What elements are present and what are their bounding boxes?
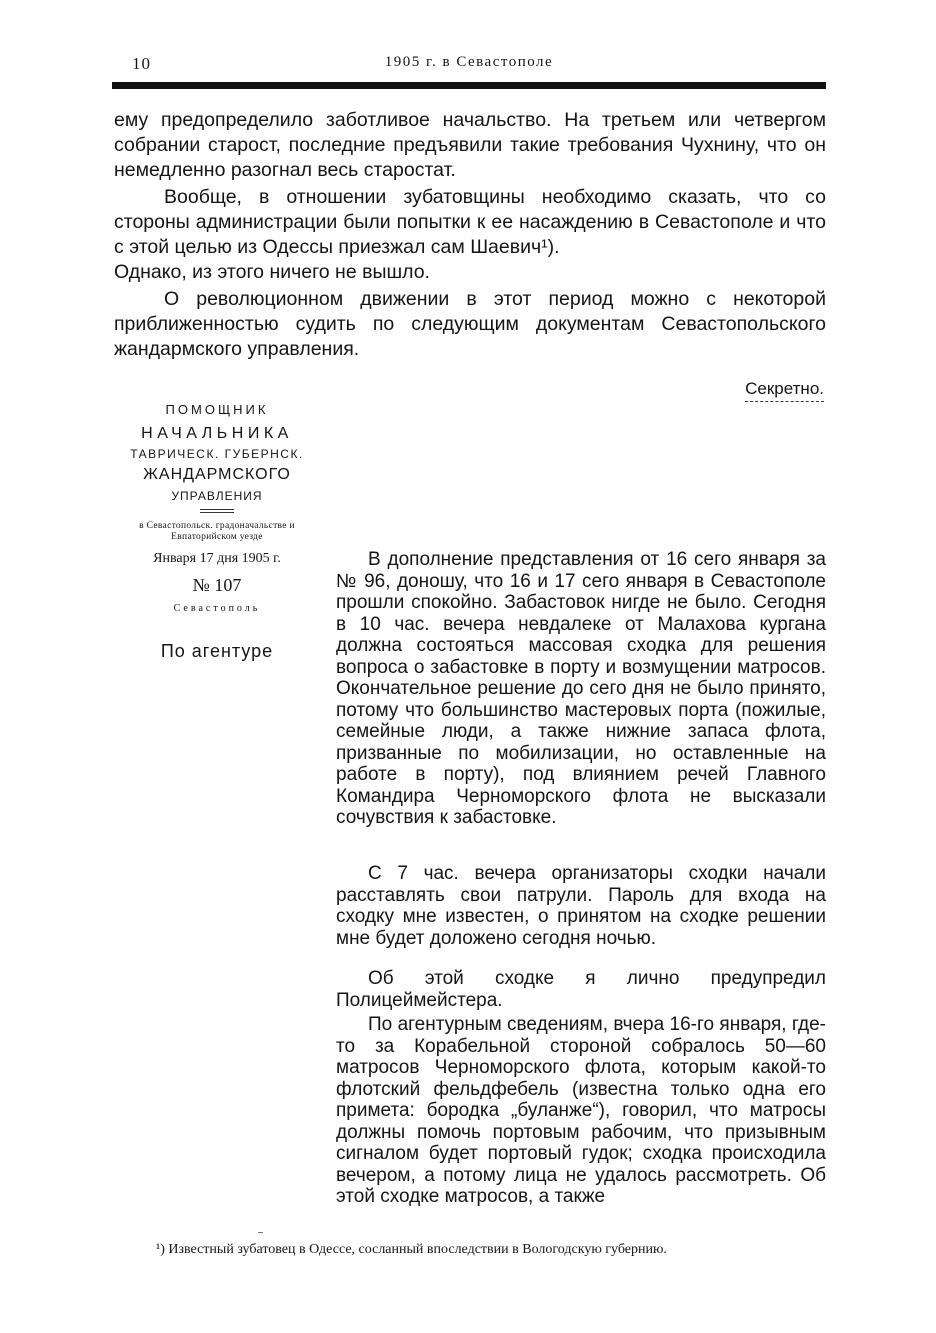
document-subject: По агентуре xyxy=(160,641,274,661)
document-paragraph-3-text: Об этой сходке я лично предупредил Полицеймейстера. xyxy=(336,968,826,1011)
running-head xyxy=(112,54,826,78)
secret-label: Секретно. xyxy=(745,379,824,402)
body-paragraph-3 xyxy=(114,287,826,362)
header-rule xyxy=(112,82,826,89)
letterhead-title-4: ЖАНДАРМСКОГО xyxy=(143,466,291,483)
document-paragraph-1-text: В дополнение представления от 16 сего января за № 96, доношу, что 16 и 17 сего января в Севастополе прошли спокойно. Забастовок нигде не было. Сегодня в 10 час. вечера невдалеке от Малахова кургана должна состояться массовая сходка для решения вопроса о забастовке в порту и возмущении матросов. Окончательное решение до сего дня не было принято, потому что большинство мастеровых порта (пожилые, семейные люди, а также нижние запаса флота, призванные по мобилизации, но оставленные на работе в порту), под влиянием речей Главного Командира Черноморского флота не высказали сочувствия к забастовке. xyxy=(336,549,826,828)
document-date: Января 17 дня 1905 г. xyxy=(153,551,281,566)
document-city: Севастополь xyxy=(173,603,261,614)
body-paragraph-1: ему предопределило заботливое начальство. На третьем или четвергом собрании старост, последние предъявили такие требования Чухнину, что он немедленно разогнал весь старостат. xyxy=(114,109,826,181)
letterhead-title-5: УПРАВЛЕНИЯ xyxy=(171,489,263,503)
letterhead-title-3: ТАВРИЧЕСК. ГУБЕРНСК. xyxy=(130,447,304,461)
letterhead xyxy=(106,401,328,663)
letterhead-divider xyxy=(200,509,234,513)
footnote-text: ¹) Известный зубатовец в Одессе, сосланный впоследствии в Вологодскую губернию. xyxy=(156,1242,667,1257)
body-paragraph-2-text: Вообще, в отношении зубатовщины необходимо сказать, что со стороны администрации были попытки к ее насаждению в Севастополе и что с этой целью из Одессы приезжал сам Шаевич¹). xyxy=(114,186,826,258)
document-paragraph-3 xyxy=(336,968,826,1011)
footnote xyxy=(108,1240,826,1259)
document-paragraph-4 xyxy=(336,1014,826,1208)
body-paragraph-3-text: О революционном движении в этот период можно с некоторой приближенностью судить по следующим документам Севастопольского жандармского управления. xyxy=(114,288,826,360)
document-paragraph-1 xyxy=(336,549,826,829)
document-number: № 107 xyxy=(192,575,242,595)
letterhead-title-2: НАЧАЛЬНИКА xyxy=(141,425,293,442)
running-title: 1905 г. в Севастополе xyxy=(384,54,554,70)
body-paragraph-2 xyxy=(114,185,826,285)
letterhead-title-1: ПОМОЩНИК xyxy=(165,402,269,417)
footnote-separator xyxy=(258,1232,263,1233)
page-number: 10 xyxy=(132,54,151,73)
letterhead-jurisdiction: в Севастопольск. градоначальстве и Евпаторийском уезде xyxy=(139,521,295,542)
document-paragraph-4-text: По агентурным сведениям, вчера 16-го января, где-то за Корабельной стороной собралось 50—60 матросов Черноморского флота, которым какой-то флотский фельдфебель (известна только одна его примета: бородка „буланже“), говорил, что матросы должны помочь портовым рабочим, что призывным сигналом будет портовый гудок; сходка происходила вечером, а потому лица не удалось рассмотреть. Об этой сходке матросов, а также xyxy=(336,1014,826,1207)
body-paragraph-2-tail: Однако, из этого ничего не вышло. xyxy=(114,261,430,283)
document-paragraph-2-text: С 7 час. вечера организаторы сходки начали расставлять свои патрули. Пароль для входа на сходку мне известен, о принятом на сходке решении мне будет доложено сегодня ночью. xyxy=(336,863,826,949)
document-paragraph-2 xyxy=(336,863,826,949)
